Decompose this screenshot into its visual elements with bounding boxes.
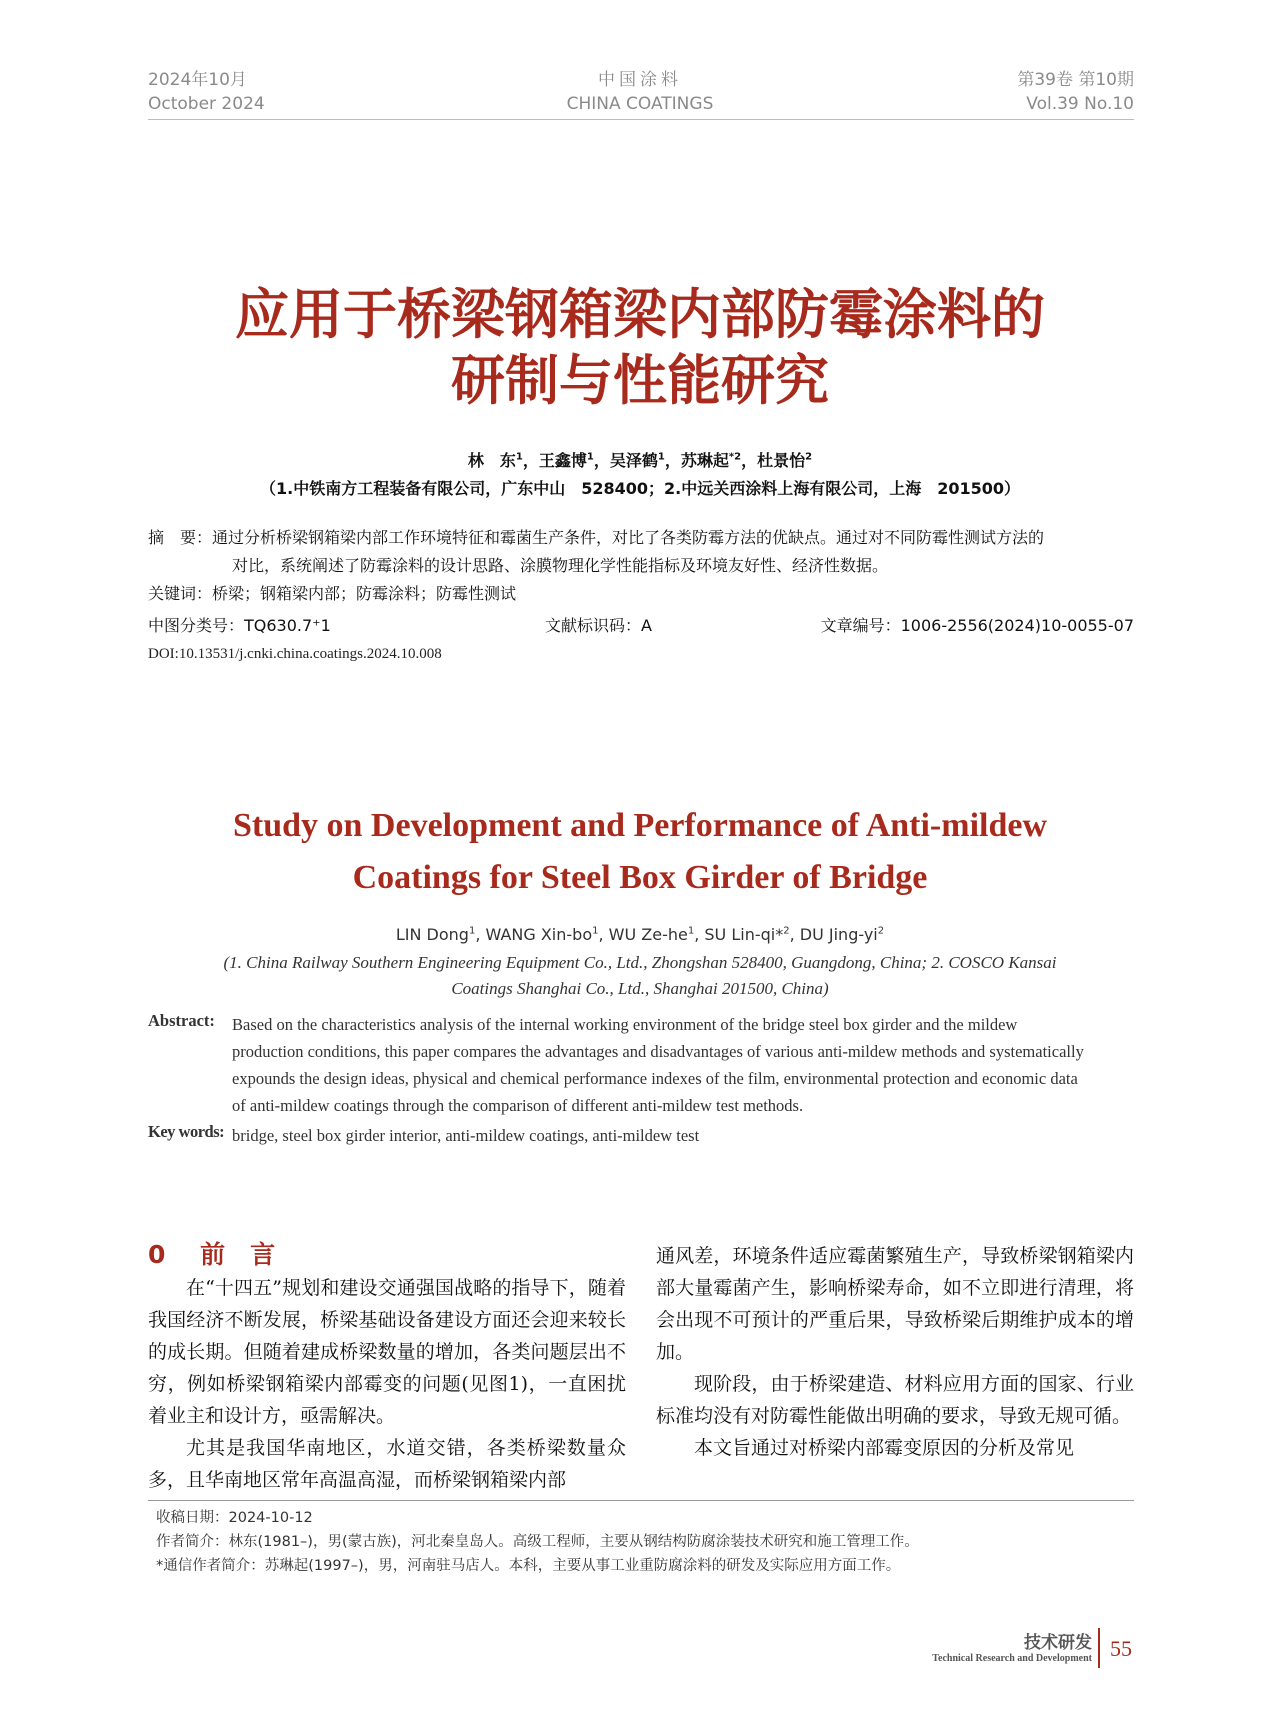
header-rule (148, 119, 1134, 120)
affiliation-cn: （1.中铁南方工程装备有限公司，广东中山 528400；2.中远关西涂料上海有限公司，上海 201500） (259, 479, 1021, 498)
abstract-en-line: production conditions, this paper compares the advantages and disadvantages of various anti-mildew methods and systematically (232, 1042, 1084, 1061)
title-en-line2: Coatings for Steel Box Girder of Bridge (352, 859, 928, 896)
section-title: 前 言 (200, 1240, 276, 1269)
section-number: 0 (148, 1240, 166, 1269)
affiliation-en (0, 950, 1280, 1002)
footer-divider (1098, 1628, 1100, 1668)
footer-section-cn: 技术研发 (1024, 1633, 1092, 1653)
header-right (1017, 68, 1134, 116)
abstract-en-line: expounds the design ideas, physical and chemical performance indexes of the film, environmental protection and economic data (232, 1069, 1078, 1088)
title-cn (0, 282, 1280, 414)
header-date-en: October 2024 (148, 94, 265, 114)
document-code: 文献标识码：A (545, 616, 652, 635)
footer-section (932, 1628, 1092, 1664)
author-en: DU Jing-$yi^2$ (799, 925, 885, 944)
authors-en: LIN Dong$^1$, WANG Xin-$bo^1$, WU $Ze-he^1$, SU Lin-qi*$^2$, DU Jing-$yi^2$ (395, 925, 885, 944)
affiliation-en-line1: (1. China Railway Southern Engineering Equipment Co., Ltd., Zhongshan 528400, Guangdong, China; 2. COSCO Kansai (223, 953, 1057, 972)
title-cn-line2: 研制与性能研究 (451, 349, 829, 412)
author-cn: 苏琳起$^{*2}$ (680, 451, 742, 470)
title-en (0, 800, 1280, 904)
authors-cn: 林 东$^1$，王鑫博$^1$，吴泽鹤$^1$，苏琳起$^{*2}$，杜景怡$^2$ (467, 451, 813, 470)
abstract-en (232, 1011, 1134, 1119)
body-left-column (148, 1272, 626, 1496)
author-cn: 吴泽鹤$^1$ (609, 451, 665, 470)
footnote-corresponding: *通信作者简介：苏琳起(1997–)，男，河南驻马店人。本科，主要从事工业重防腐涂料的研发及实际应用方面工作。 (156, 1558, 901, 1574)
clc-number: 中图分类号：TQ630.7⁺1 (148, 616, 331, 635)
article-number: 文章编号：1006-2556(2024)10-0055-07 (820, 616, 1134, 635)
abstract-cn-label: 摘 要： (148, 528, 213, 547)
keywords-cn: 关键词：桥梁；钢箱梁内部；防霉涂料；防霉性测试 (148, 584, 517, 603)
header-volume-cn: 第39卷 第10期 (1017, 70, 1134, 90)
paragraph: 尤其是我国华南地区，水道交错，各类桥梁数量众多，且华南地区常年高温高湿，而桥梁钢箱梁内部 (148, 1437, 626, 1491)
header-date-cn: 2024年10月 (148, 70, 247, 90)
abstract-en-line: of anti-mildew coatings through the comparison of different anti-mildew test methods. (232, 1096, 804, 1115)
author-cn: 杜景怡$^2$ (757, 451, 813, 470)
keywords-en-label: Key words: (148, 1122, 225, 1141)
body-right-column (656, 1240, 1134, 1464)
page-number: 55 (1110, 1636, 1132, 1661)
abstract-en-label: Abstract: (148, 1011, 215, 1030)
abstract-cn-line2: 对比，系统阐述了防霉涂料的设计思路、涂膜物理化学性能指标及环境友好性、经济性数据。 (232, 556, 889, 575)
affiliation-en-line2: Coatings Shanghai Co., Ltd., Shanghai 201500, China) (451, 979, 829, 998)
header-journal-cn: 中国涂料 (598, 70, 682, 90)
paragraph: 现阶段，由于桥梁建造、材料应用方面的国家、行业标准均没有对防霉性能做出明确的要求，导致无规可循。 (656, 1373, 1134, 1427)
paragraph: 通风差，环境条件适应霉菌繁殖生产，导致桥梁钢箱梁内部大量霉菌产生，影响桥梁寿命，如不立即进行清理，将会出现不可预计的严重后果，导致桥梁后期维护成本的增加。 (656, 1245, 1134, 1363)
author-cn: 林 东$^1$ (467, 451, 523, 470)
keywords-en: bridge, steel box girder interior, anti-mildew coatings, anti-mildew test (232, 1126, 700, 1145)
header-volume-en: Vol.39 No.10 (1026, 94, 1134, 114)
author-en: WANG Xin-$bo^1$ (485, 925, 599, 944)
title-en-line1: Study on Development and Performance of Anti-mildew (232, 807, 1048, 844)
author-en: SU Lin-qi*$^2$ (704, 925, 790, 944)
author-en: LIN Dong$^1$ (395, 925, 476, 944)
paragraph: 在“十四五”规划和建设交通强国战略的指导下，随着我国经济不断发展，桥梁基础设备建设方面还会迎来较长的成长期。但随着建成桥梁数量的增加，各类问题层出不穷，例如桥梁钢箱梁内部霉变的问题(见图1)，一直困扰着业主和设计方，亟需解决。 (148, 1277, 626, 1427)
paragraph: 本文旨通过对桥梁内部霉变原因的分析及常见 (694, 1437, 1075, 1459)
footnote-rule (148, 1500, 1134, 1501)
footnotes (156, 1506, 1136, 1578)
abstract-en-line: Based on the characteristics analysis of the internal working environment of the bridge steel box girder and the mildew (232, 1015, 1018, 1034)
footnote-author: 作者简介：林东(1981–)，男(蒙古族)，河北秦皇岛人。高级工程师，主要从钢结构防腐涂装技术研究和施工管理工作。 (156, 1534, 919, 1550)
footer-section-en: Technical Research and Development (932, 1653, 1092, 1664)
doi: DOI:10.13531/j.cnki.china.coatings.2024.10.008 (148, 646, 442, 662)
abstract-cn-line1: 通过分析桥梁钢箱梁内部工作环境特征和霉菌生产条件，对比了各类防霉方法的优缺点。通过对不同防霉性测试方法的 (212, 528, 1045, 547)
title-cn-line1: 应用于桥梁钢箱梁内部防霉涂料的 (235, 283, 1045, 346)
author-cn: 王鑫博$^1$ (538, 451, 594, 470)
footnote-received: 收稿日期：2024-10-12 (156, 1510, 313, 1526)
abstract-cn (148, 524, 1134, 580)
section-heading (148, 1235, 275, 1271)
author-en: WU $Ze-he^1$ (608, 925, 695, 944)
header-journal-en: CHINA COATINGS (566, 94, 714, 114)
